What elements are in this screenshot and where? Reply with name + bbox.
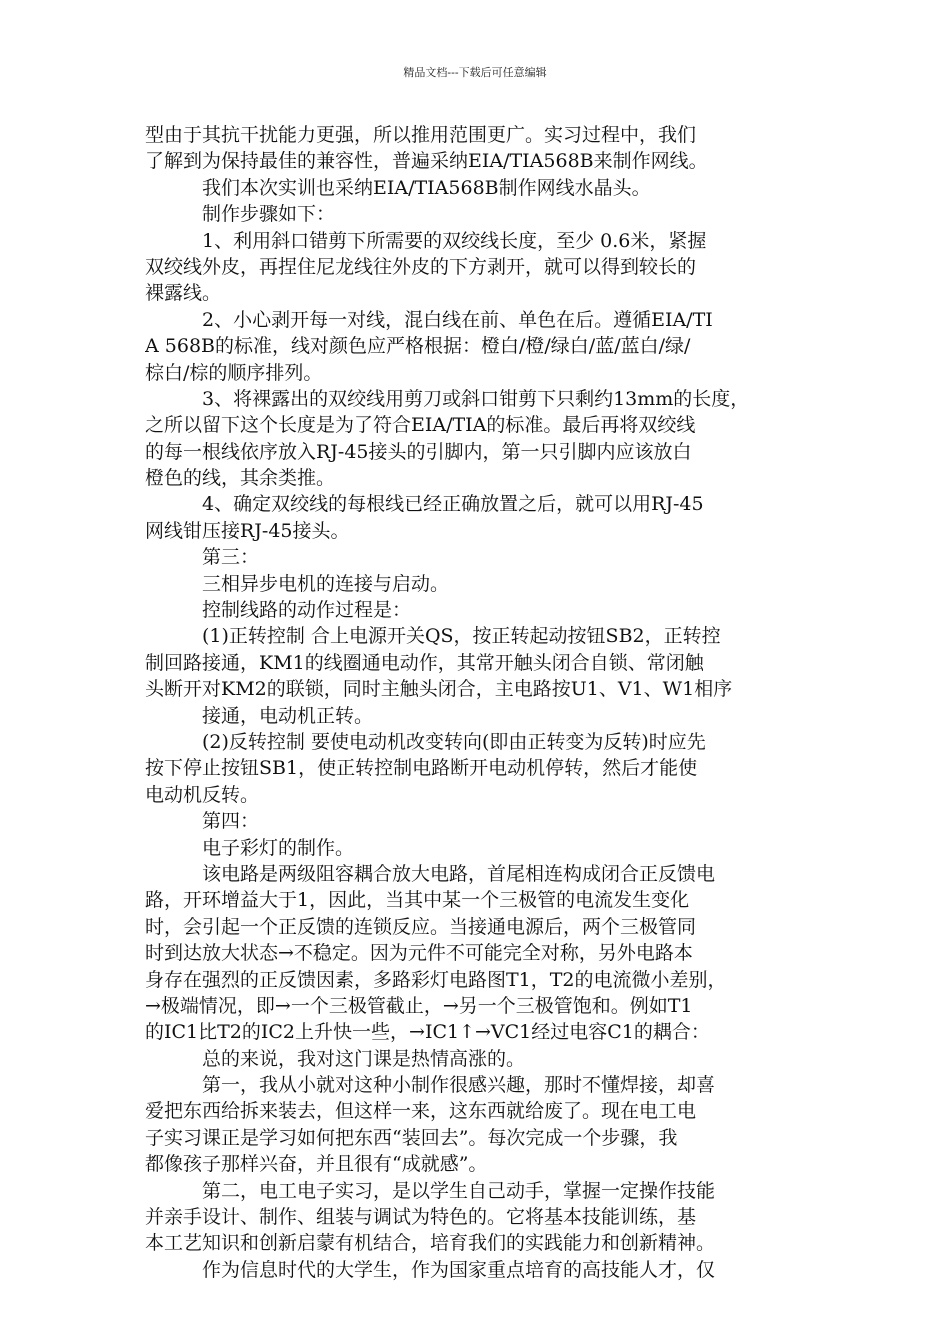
text-line: 了解到为保持最佳的兼容性，普遍采纳EIA/TIA568B来制作网线。 [145,150,708,173]
text-line: 按下停止按钮SB1，使正转控制电路断开电动机停转，然后才能使 [145,757,698,780]
text-line: 的每一根线依序放入RJ-45接头的引脚内，第一只引脚内应该放白 [145,440,692,463]
text-line: 三相异步电机的连接与启动。 [202,572,450,595]
text-line: 制回路接通，KM1的线圈通电动作，其常开触头闭合自锁、常闭触 [145,651,704,674]
text-line: 橙色的线，其余类推。 [145,467,336,490]
text-line: 爱把东西给拆来装去，但这样一来，这东西就给废了。现在电工电 [145,1100,697,1123]
text-line: 裸露线。 [145,282,222,305]
text-line: 2、小心剥开每一对线，混白线在前、单色在后。遵循EIA/TI [202,308,713,331]
text-line: 头断开对KM2的联锁，同时主触头闭合，主电路按U1、V1、W1相序 [145,678,733,701]
text-line: 本工艺知识和创新启蒙有机结合，培育我们的实践能力和创新精神。 [145,1232,716,1255]
text-line: 的IC1比T2的IC2上升快一些，→IC1↑→VC1经过电容C1的耦合： [145,1021,710,1044]
text-line: (2)反转控制 要使电动机改变转向(即由正转变为反转)时应先 [202,730,706,753]
text-line: 制作步骤如下： [202,203,336,226]
text-line: 网线钳压接RJ-45接头。 [145,519,350,542]
text-line: 3、将裸露出的双绞线用剪刀或斜口钳剪下只剩约13mm的长度， [202,387,750,410]
text-line: 第三： [202,546,260,569]
text-line: 都像孩子那样兴奋，并且很有“成就感”。 [145,1153,488,1176]
text-line: 第四： [202,810,260,833]
page-header: 精品文档---下载后可任意编辑 [403,66,547,79]
text-line: 电子彩灯的制作。 [202,836,355,859]
text-line: 时到达放大状态→不稳定。因为元件不可能完全对称，另外电路本 [145,942,693,965]
text-line: 电动机反转。 [145,783,260,806]
text-line: 我们本次实训也采纳EIA/TIA568B制作网线水晶头。 [202,176,651,199]
text-line: 路，开环增益大于1，因此，当其中某一个三极管的电流发生变化 [145,889,690,912]
text-line: 第二，电工电子实习，是以学生自己动手，掌握一定操作技能 [202,1179,716,1202]
document-body [145,122,809,1283]
text-line: 1、利用斜口错剪下所需要的双绞线长度，至少 0.6米，紧握 [202,229,707,252]
text-line: 子实习课正是学习如何把东西“装回去”。每次完成一个步骤，我 [145,1126,678,1149]
text-line: 第一，我从小就对这种小制作很感兴趣，那时不懂焊接，却喜 [202,1074,716,1097]
text-line: 之所以留下这个长度是为了符合EIA/TIA的标准。最后再将双绞线 [145,414,696,437]
text-line: 棕白/棕的顺序排列。 [145,361,323,384]
text-line: (1)正转控制 合上电源开关QS，按正转起动按钮SB2，正转控 [202,625,721,648]
text-line: A 568B的标准，线对颜色应严格根据：橙白/橙/绿白/蓝/蓝白/绿/ [145,335,691,358]
text-line: 身存在强烈的正反馈因素，多路彩灯电路图T1，T2的电流微小差别， [145,968,727,991]
text-line: 控制线路的动作过程是： [202,599,412,622]
text-line: 总的来说，我对这门课是热情高涨的。 [202,1047,526,1070]
text-line: 双绞线外皮，再捏住尼龙线往外皮的下方剥开，就可以得到较长的 [145,255,697,278]
text-line: 并亲手设计、制作、组装与调试为特色的。它将基本技能训练，基 [145,1206,697,1229]
text-line: 作为信息时代的大学生，作为国家重点培育的高技能人才，仅 [202,1258,716,1281]
text-line: 该电路是两级阻容耦合放大电路，首尾相连构成闭合正反馈电 [202,862,716,885]
text-line: 4、确定双绞线的每根线已经正确放置之后，就可以用RJ-45 [202,493,704,516]
text-line: →极端情况，即→一个三极管截止，→另一个三极管饱和。例如T1 [145,994,693,1017]
text-line: 时，会引起一个正反馈的连锁反应。当接通电源后，两个三极管同 [145,915,697,938]
text-line: 接通，电动机正转。 [202,704,374,727]
text-line: 型由于其抗干扰能力更强，所以推用范围更广。实习过程中，我们 [145,124,697,146]
